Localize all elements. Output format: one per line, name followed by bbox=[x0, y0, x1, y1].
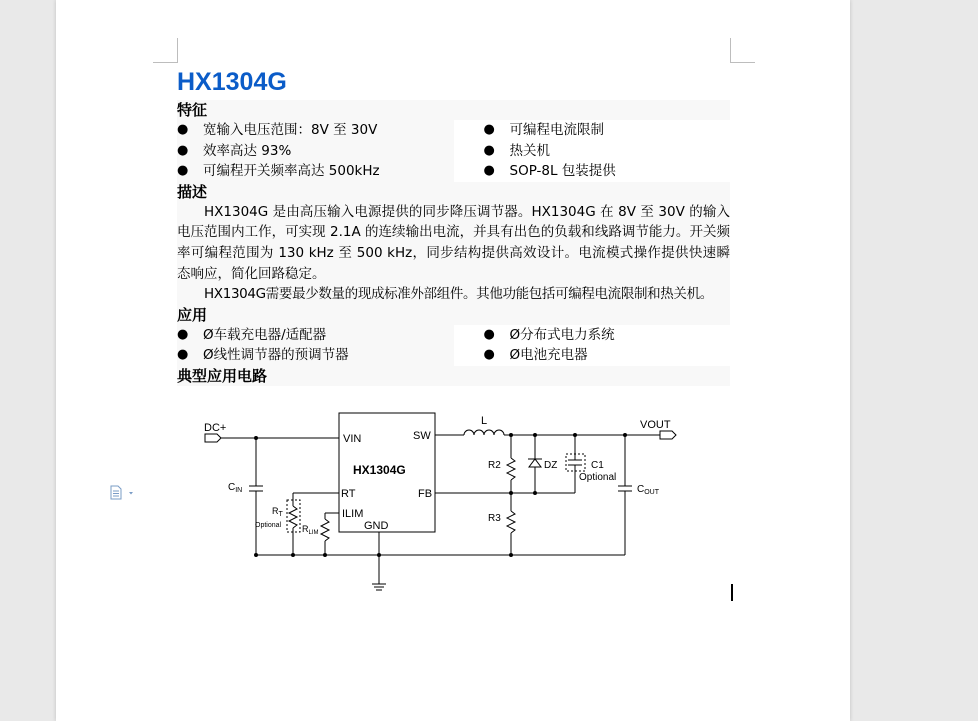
features-heading[interactable]: 特征 bbox=[177, 101, 208, 119]
margin-mark-top-right bbox=[730, 38, 755, 63]
feature-item[interactable]: ● 可编程电流限制 bbox=[454, 120, 731, 141]
rt-optional-label: Optional bbox=[255, 522, 282, 529]
shaded-section bbox=[177, 100, 730, 386]
description-paragraph-2[interactable]: HX1304G需要最少数量的现成标准外部组件。其他功能包括可编程电流限制和热关机。 bbox=[204, 286, 713, 303]
circuit-heading[interactable]: 典型应用电路 bbox=[177, 366, 268, 385]
pin-vin-label: VIN bbox=[343, 433, 362, 445]
pin-sw-label: SW bbox=[413, 430, 431, 442]
pin-ilim-label: ILIM bbox=[342, 508, 364, 520]
feature-item[interactable]: ● 效率高达 93% bbox=[177, 141, 454, 162]
vout-label: VOUT bbox=[640, 419, 671, 431]
applications-left-column bbox=[177, 325, 454, 366]
bullet-icon: ● bbox=[177, 347, 189, 363]
description-paragraph-1[interactable]: HX1304G 是由高压输入电源提供的同步降压调节器。HX1304G 在 8V 至 30V 的输入电压范围内工作，可实现 2.1A 的连续输出电流，并具有出色的负载和线路调节能力。开关频率可编程范围为 130 kHz 至 500 kHz，同步结构提供高效设计。电流模式操作提供快速瞬态响应，简化回路稳定。 bbox=[177, 203, 730, 282]
application-item[interactable]: ● Ø分布式电力系统 bbox=[454, 325, 731, 346]
dc-input-arrow bbox=[205, 434, 221, 442]
typical-application-circuit bbox=[198, 408, 678, 598]
application-item[interactable]: ● Ø电池充电器 bbox=[454, 345, 731, 366]
dz-label: DZ bbox=[544, 460, 558, 471]
feature-item[interactable]: ● 宽输入电压范围：8V 至 30V bbox=[177, 120, 454, 141]
document-title[interactable]: HX1304G bbox=[177, 68, 287, 96]
margin-mark-top-left bbox=[153, 38, 178, 63]
inductor-label: L bbox=[481, 415, 488, 427]
bullet-icon: ● bbox=[177, 122, 189, 137]
r2-label: R2 bbox=[488, 460, 501, 471]
applications-heading[interactable]: 应用 bbox=[177, 305, 208, 324]
description-heading[interactable]: 描述 bbox=[177, 182, 208, 201]
applications-right-column bbox=[454, 325, 731, 366]
chip-name-label: HX1304G bbox=[353, 463, 406, 477]
text-cursor bbox=[731, 584, 733, 601]
pin-rt-label: RT bbox=[341, 488, 356, 500]
features-list bbox=[177, 120, 730, 182]
features-right-column bbox=[454, 120, 731, 182]
bullet-icon: ● bbox=[177, 163, 189, 179]
bullet-icon: ● bbox=[483, 326, 495, 342]
bullet-icon: ● bbox=[483, 122, 495, 137]
c1-optional-label: Optional bbox=[579, 472, 617, 483]
features-left-column bbox=[177, 120, 454, 182]
dc-plus-label: DC+ bbox=[204, 422, 227, 434]
document-icon[interactable] bbox=[109, 485, 135, 505]
document-body[interactable] bbox=[177, 64, 730, 386]
bullet-icon: ● bbox=[483, 163, 495, 179]
bullet-icon: ● bbox=[177, 142, 189, 158]
r3-label: R3 bbox=[488, 513, 501, 524]
feature-item[interactable]: ● SOP-8L 包装提供 bbox=[454, 161, 731, 182]
document-page[interactable] bbox=[56, 0, 850, 721]
pin-gnd-label: GND bbox=[364, 520, 389, 532]
feature-item[interactable]: ● 可编程开关频率高达 500kHz bbox=[177, 161, 454, 182]
rlim-label: $R_{LIM}$ bbox=[302, 524, 319, 536]
application-item[interactable]: ● Ø线性调节器的预调节器 bbox=[177, 345, 454, 366]
application-item[interactable]: ● Ø车载充电器/适配器 bbox=[177, 325, 454, 346]
bullet-icon: ● bbox=[483, 347, 495, 363]
c1-label: C1 bbox=[591, 460, 604, 471]
rt-label: $R_T$ bbox=[272, 506, 283, 518]
vout-arrow bbox=[660, 431, 676, 439]
bullet-icon: ● bbox=[177, 326, 189, 342]
bullet-icon: ● bbox=[483, 142, 495, 158]
pin-fb-label: FB bbox=[418, 488, 433, 500]
applications-list bbox=[177, 325, 730, 366]
cout-label: $C_{OUT}$ bbox=[637, 484, 660, 496]
cin-label: $C_{IN}$ bbox=[228, 482, 243, 494]
feature-item[interactable]: ● 热关机 bbox=[454, 141, 731, 162]
